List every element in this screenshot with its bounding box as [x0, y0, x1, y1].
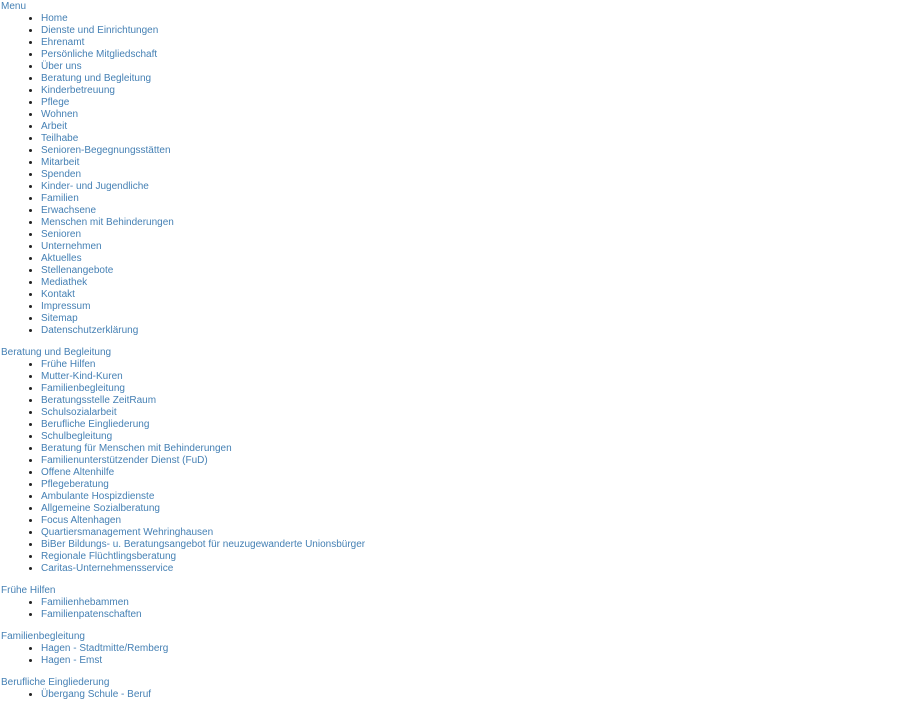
menu-link[interactable]: Persönliche Mitgliedschaft [41, 49, 158, 60]
list-item [41, 479, 900, 491]
list-item [41, 181, 900, 193]
list-item [41, 551, 900, 563]
menu-link[interactable]: Focus Altenhagen [41, 515, 122, 526]
list-item [41, 371, 900, 383]
list-item [41, 157, 900, 169]
list-item [41, 563, 900, 575]
list-item [41, 145, 900, 157]
menu-link[interactable]: Home [41, 13, 68, 24]
menu-link[interactable]: Senioren [41, 229, 82, 240]
list-item [41, 443, 900, 455]
list-item [41, 109, 900, 121]
menu-link[interactable]: Quartiersmanagement Wehringhausen [41, 527, 214, 538]
list-item [41, 253, 900, 265]
list-item [41, 169, 900, 181]
menu-section [1, 585, 900, 621]
list-item [41, 455, 900, 467]
menu-link[interactable]: Sitemap [41, 313, 78, 324]
list-item [41, 49, 900, 61]
menu-link[interactable]: Schulsozialarbeit [41, 407, 117, 418]
section-heading-link[interactable]: Frühe Hilfen [1, 585, 56, 596]
menu-link[interactable]: Schulbegleitung [41, 431, 113, 442]
menu-link[interactable]: Mitarbeit [41, 157, 80, 168]
section-link-list [1, 643, 900, 667]
menu-link[interactable]: Mediathek [41, 277, 88, 288]
list-item [41, 643, 900, 655]
section-heading-link[interactable]: Berufliche Eingliederung [1, 677, 110, 688]
menu-link[interactable]: Datenschutzerklärung [41, 325, 139, 336]
menu-link[interactable]: Hagen - Emst [41, 655, 103, 666]
menu-link[interactable]: Kinderbetreuung [41, 85, 115, 96]
menu-link[interactable]: Mutter-Kind-Kuren [41, 371, 123, 382]
menu-link[interactable]: BiBer Bildungs- u. Beratungsangebot für neuzugewanderte Unionsbürger [41, 539, 366, 550]
menu-link[interactable]: Caritas-Unternehmensservice [41, 563, 174, 574]
section-link-list [1, 359, 900, 575]
list-item [41, 407, 900, 419]
list-item [41, 97, 900, 109]
menu-link[interactable]: Familienhebammen [41, 597, 129, 608]
list-item [41, 205, 900, 217]
menu-link[interactable]: Beratungsstelle ZeitRaum [41, 395, 157, 406]
menu-section [1, 347, 900, 575]
menu-link[interactable]: Arbeit [41, 121, 68, 132]
menu-link[interactable]: Über uns [41, 61, 82, 72]
menu-link[interactable]: Ambulante Hospizdienste [41, 491, 155, 502]
list-item [41, 265, 900, 277]
menu-link[interactable]: Pflege [41, 97, 70, 108]
sitemap-page [1, 1, 900, 701]
section-heading-link[interactable]: Familienbegleitung [1, 631, 85, 642]
menu-link[interactable]: Familienpatenschaften [41, 609, 142, 620]
list-item [41, 467, 900, 479]
menu-link[interactable]: Spenden [41, 169, 82, 180]
list-item [41, 395, 900, 407]
list-item [41, 25, 900, 37]
menu-link[interactable]: Familienunterstützender Dienst (FuD) [41, 455, 208, 466]
list-item [41, 193, 900, 205]
menu-link[interactable]: Familien [41, 193, 79, 204]
list-item [41, 301, 900, 313]
menu-link[interactable]: Wohnen [41, 109, 79, 120]
list-item [41, 37, 900, 49]
menu-link[interactable]: Aktuelles [41, 253, 82, 264]
menu-link[interactable]: Offene Altenhilfe [41, 467, 115, 478]
menu-link[interactable]: Regionale Flüchtlingsberatung [41, 551, 177, 562]
menu-link[interactable]: Unternehmen [41, 241, 102, 252]
menu-link[interactable]: Familienbegleitung [41, 383, 125, 394]
section-heading-link[interactable]: Menu [1, 1, 27, 12]
menu-link[interactable]: Beratung und Begleitung [41, 73, 152, 84]
list-item [41, 539, 900, 551]
list-item [41, 217, 900, 229]
menu-link[interactable]: Frühe Hilfen [41, 359, 96, 370]
list-item [41, 419, 900, 431]
list-item [41, 689, 900, 701]
list-item [41, 61, 900, 73]
menu-section [1, 631, 900, 667]
list-item [41, 515, 900, 527]
list-item [41, 431, 900, 443]
list-item [41, 325, 900, 337]
section-link-list [1, 13, 900, 337]
menu-link[interactable]: Beratung für Menschen mit Behinderungen [41, 443, 232, 454]
menu-link[interactable]: Ehrenamt [41, 37, 85, 48]
menu-link[interactable]: Senioren-Begegnungsstätten [41, 145, 171, 156]
menu-link[interactable]: Pflegeberatung [41, 479, 109, 490]
list-item [41, 85, 900, 97]
menu-section [1, 677, 900, 701]
section-heading-link[interactable]: Beratung und Begleitung [1, 347, 112, 358]
menu-link[interactable]: Kinder- und Jugendliche [41, 181, 149, 192]
menu-link[interactable]: Übergang Schule - Beruf [41, 689, 152, 700]
list-item [41, 597, 900, 609]
list-item [41, 13, 900, 25]
menu-link[interactable]: Kontakt [41, 289, 75, 300]
list-item [41, 229, 900, 241]
list-item [41, 503, 900, 515]
menu-section [1, 1, 900, 337]
list-item [41, 133, 900, 145]
list-item [41, 289, 900, 301]
list-item [41, 121, 900, 133]
section-link-list [1, 597, 900, 621]
list-item [41, 655, 900, 667]
menu-link[interactable]: Teilhabe [41, 133, 79, 144]
list-item [41, 609, 900, 621]
menu-link[interactable]: Hagen - Stadtmitte/Remberg [41, 643, 169, 654]
section-link-list [1, 689, 900, 701]
menu-link[interactable]: Impressum [41, 301, 91, 312]
list-item [41, 241, 900, 253]
list-item [41, 359, 900, 371]
menu-link[interactable]: Menschen mit Behinderungen [41, 217, 174, 228]
list-item [41, 73, 900, 85]
menu-link[interactable]: Stellenangebote [41, 265, 114, 276]
list-item [41, 313, 900, 325]
menu-link[interactable]: Erwachsene [41, 205, 97, 216]
list-item [41, 527, 900, 539]
list-item [41, 383, 900, 395]
menu-link[interactable]: Allgemeine Sozialberatung [41, 503, 160, 514]
list-item [41, 277, 900, 289]
menu-link[interactable]: Dienste und Einrichtungen [41, 25, 159, 36]
list-item [41, 491, 900, 503]
menu-link[interactable]: Berufliche Eingliederung [41, 419, 150, 430]
